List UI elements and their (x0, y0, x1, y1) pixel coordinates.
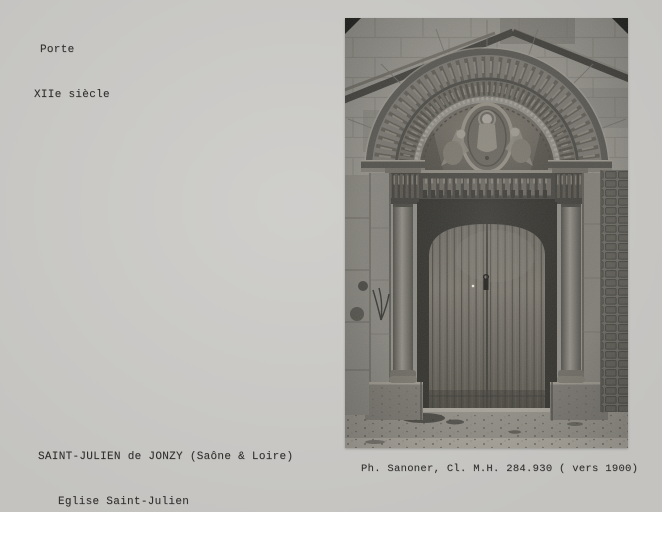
film-grain (345, 18, 628, 448)
caption-location-line1: SAINT-JULIEN de JONZY (Saône & Loire) (38, 451, 294, 463)
caption-subject-line2: XIIe siècle (34, 89, 110, 101)
caption-credit: Ph. Sanoner, Cl. M.H. 284.930 ( vers 1900) (361, 463, 639, 475)
caption-location-line2: Eglise Saint-Julien (58, 496, 190, 508)
portal-photo-svg (345, 18, 628, 448)
portal-photograph (345, 18, 628, 448)
caption-location (38, 420, 293, 540)
caption-subject (34, 13, 110, 133)
caption-subject-line1: Porte (40, 44, 75, 56)
